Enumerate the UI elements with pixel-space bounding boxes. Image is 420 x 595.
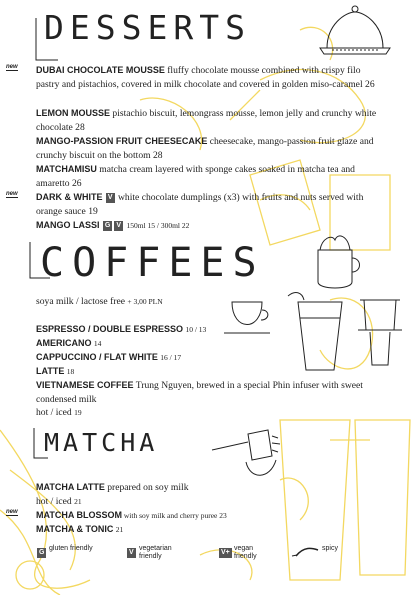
legend-label: gluten friendly [49, 545, 93, 552]
item-name: DUBAI CHOCOLATE MOUSSE [36, 65, 165, 75]
item-price: 21 [115, 525, 124, 534]
dessert-item [36, 107, 381, 134]
coffee-item [36, 351, 381, 365]
dessert-item [36, 64, 381, 91]
item-name: MANGO LASSI [36, 220, 100, 230]
item-desc: cheesecake, mango-passion fruit glaze and crunchy biscuit on the bottom [36, 136, 374, 161]
item-sub: hot / iced [36, 495, 75, 507]
vegetarian-badge: V [116, 222, 122, 229]
item-price: 23 [219, 511, 227, 520]
new-label: new [6, 64, 18, 70]
item-desc: prepared on soy milk [104, 482, 189, 493]
coffee-item [36, 323, 381, 337]
dessert-item [36, 191, 381, 218]
item-name: VIETNAMESE COFFEE [36, 380, 134, 390]
item-price: 10 / 13 [185, 325, 207, 334]
chili-pepper-icon [292, 548, 318, 556]
coffees-title: COFFEES [40, 240, 265, 286]
item-price: 28 [75, 121, 85, 133]
item-desc: Trung Nguyen, brewed in a special Phin infuser with sweet condensed milk [36, 380, 363, 405]
gluten-badge: G [104, 222, 111, 229]
item-desc: white chocolate dumplings (x3) with fruits and nuts served with orange sauce [36, 192, 364, 217]
item-price: 18 [66, 367, 75, 376]
vegetarian-badge: V [107, 194, 113, 201]
item-name: LATTE [36, 366, 65, 376]
desserts-title: DESSERTS [44, 8, 251, 47]
item-desc: fluffy chocolate mousse combined with crispy filo pastry and pistachios, covered in milk chocolate and covered in golden miso-caramel [36, 65, 366, 90]
dessert-item [36, 219, 381, 233]
vegetarian-badge: V [129, 549, 134, 556]
note-price: + 3,00 PLN [127, 297, 163, 306]
item-desc: with soy milk and cherry puree [122, 511, 220, 520]
item-desc: 150ml 15 / 300ml 22 [126, 221, 190, 230]
item-name: MATCHAMISU [36, 164, 97, 174]
coffee-item [36, 365, 381, 379]
matcha-item [36, 509, 381, 523]
item-name: AMERICANO [36, 338, 92, 348]
item-name: ESPRESSO / DOUBLE ESPRESSO [36, 324, 184, 334]
item-price: 19 [74, 408, 82, 418]
legend-label: vegan friendly [234, 545, 257, 560]
item-desc: pistachio biscuit, lemongrass mousse, lemon jelly and crunchy white chocolate [36, 108, 377, 133]
new-label: new [6, 509, 18, 515]
item-price: 26 [365, 78, 375, 90]
item-price: 19 [88, 205, 98, 217]
dessert-item [36, 135, 381, 162]
gluten-badge: G [39, 549, 45, 556]
coffee-item [36, 337, 381, 351]
item-price: 26 [71, 177, 82, 189]
item-name: MATCHA BLOSSOM [36, 510, 122, 520]
item-price: 16 / 17 [160, 353, 182, 362]
legend-label: vegetarian friendly [139, 545, 172, 560]
item-price: 28 [152, 149, 163, 161]
item-sub: hot / iced [36, 407, 75, 419]
coffee-item [36, 379, 381, 420]
coffee-cup-icon [318, 236, 360, 288]
item-price: 14 [93, 339, 102, 348]
item-name: MATCHA & TONIC [36, 524, 114, 534]
matcha-item [36, 523, 381, 537]
item-name: DARK & WHITE [36, 192, 103, 202]
cake-cloche-icon [320, 6, 390, 54]
note-text: soya milk / lactose free [36, 296, 125, 307]
item-name: CAPPUCCINO / FLAT WHITE [36, 352, 158, 362]
item-price: 21 [74, 496, 82, 506]
coffee-note [36, 295, 381, 309]
item-desc: matcha cream layered with sponge cakes soaked in matcha tea and amaretto [36, 164, 355, 189]
legend-label: spicy [322, 545, 338, 552]
dessert-item [36, 163, 381, 190]
matcha-item [36, 481, 381, 508]
item-name: LEMON MOUSSE [36, 108, 111, 118]
vegan-badge: V+ [221, 549, 230, 556]
new-label: new [6, 191, 18, 197]
matcha-whisk-icon [212, 430, 280, 475]
item-name: MATCHA LATTE [36, 482, 105, 492]
matcha-title: MATCHA [44, 428, 159, 457]
item-name: MANGO-PASSION FRUIT CHEESECAKE [36, 136, 208, 146]
